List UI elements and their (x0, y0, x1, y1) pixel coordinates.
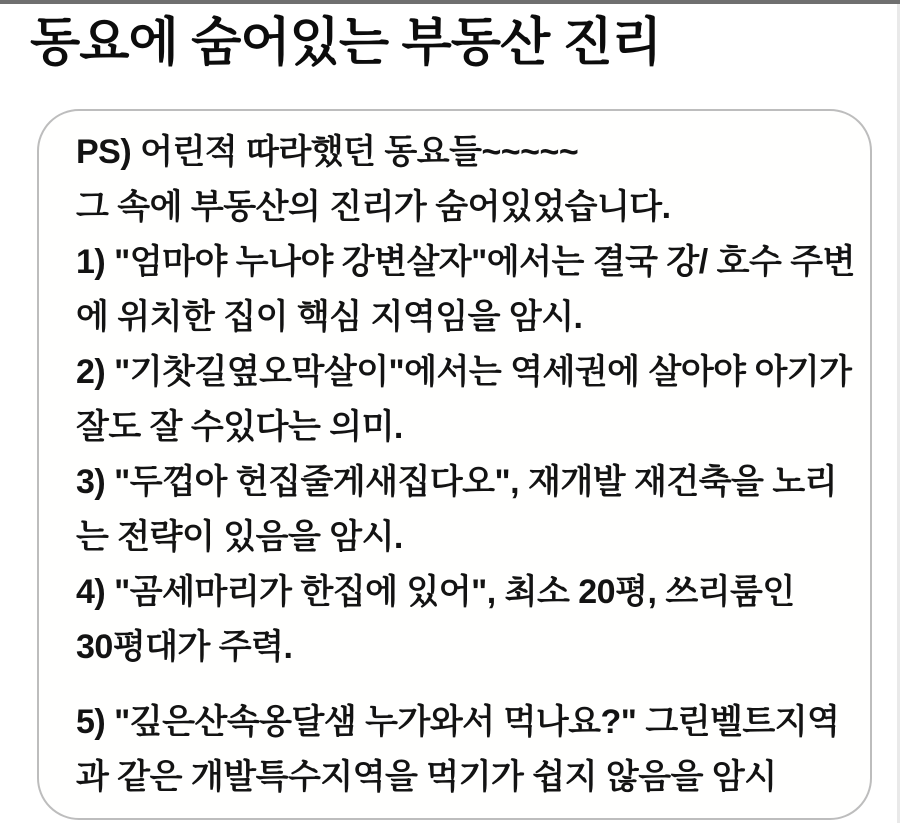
paragraph-line: 30평대가 주력. (76, 628, 293, 666)
paragraph-line: 4) "곰세마리가 한집에 있어", 최소 20평, 쓰리룸인 (76, 573, 795, 611)
paragraph-list (76, 125, 855, 805)
top-edge-bar (0, 0, 900, 4)
paragraph (76, 455, 846, 565)
post-body-card (37, 109, 872, 820)
paragraph-line: 과 같은 개발특수지역을 먹기가 쉽지 않음을 암시 (76, 758, 777, 796)
paragraph (76, 125, 846, 235)
paragraph-line: 1) "엄마야 누나야 강변살자"에서는 결국 강/ 호수 주변 (76, 243, 855, 281)
paragraph (76, 345, 852, 455)
paragraph-line: 는 전략이 있음을 암시. (76, 518, 403, 556)
paragraph-line: 그 속에 부동산의 진리가 숨어있었습니다. (76, 188, 671, 226)
paragraph-line: 2) "기찻길옆오막살이"에서는 역세권에 살아야 아기가 (76, 353, 852, 391)
paragraph-line: 3) "두껍아 헌집줄게새집다오", 재개발 재건축을 노리 (76, 463, 838, 501)
paragraph-line: 잘도 잘 수있다는 의미. (76, 408, 403, 446)
paragraph (76, 565, 846, 675)
paragraph-line: 에 위치한 집이 핵심 지역임을 암시. (76, 298, 583, 336)
paragraph (76, 695, 846, 805)
post-title: 동요에 숨어있는 부동산 진리 (30, 14, 662, 72)
paragraph (76, 235, 855, 345)
paragraph-line: PS) 어린적 따라했던 동요들~~~~~ (76, 133, 579, 171)
paragraph-line: 5) "깊은산속옹달샘 누가와서 먹나요?" 그린벨트지역 (76, 703, 840, 741)
